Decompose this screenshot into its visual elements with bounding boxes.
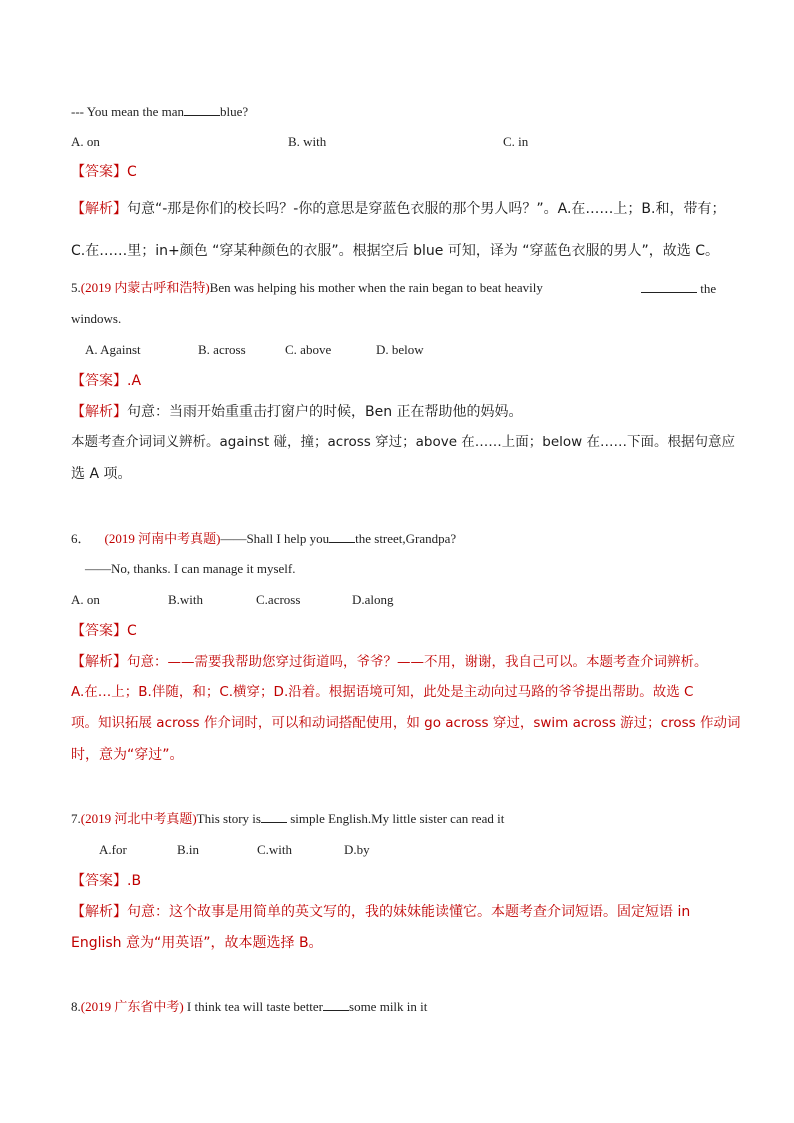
analysis-text: 句意：——需要我帮助您穿过街道吗，爷爷？——不用，谢谢，我自己可以。本题考查介词辨析。 [127,654,708,670]
q4-stem [71,104,248,118]
q6-stem [71,531,456,545]
q5-answer [71,374,141,388]
q8-stem [71,999,427,1013]
q7-analysis-line-1 [71,905,690,919]
q7-option-b: B.in [177,842,200,857]
q7-stem-pre: This story is [196,811,261,826]
q7-analysis-line-2: English 意为“用英语”，故本题选择 B。 [71,935,323,951]
q6-answer [71,624,137,638]
question-number: 6． [71,531,91,546]
q6-stem-pre: ——Shall I help you [220,531,330,546]
q6-option-d: D.along [352,592,394,607]
q5-analysis-line-3: 选 A 项。 [71,466,132,482]
answer-value: .A [127,373,142,389]
q6-option-a: A. on [71,592,100,607]
answer-blank [329,531,355,543]
q7-answer [71,874,141,888]
q4-stem-post: blue? [220,104,249,119]
question-number: 5. [71,280,81,295]
q5-stem-end [641,281,716,295]
question-number: 8. [71,999,81,1014]
q5-stem-end-text: the [700,281,717,296]
answer-blank [323,999,349,1011]
q7-option-a: A.for [99,842,127,857]
answer-blank [184,104,220,116]
q4-option-a: A. on [71,134,100,149]
question-source: (2019 广东省中考) [80,999,184,1014]
analysis-text: 句意“-那是你们的校长吗？-你的意思是穿蓝色衣服的那个男人吗？”。A.在……上；B.和，带有； [127,201,726,217]
q6-stem-post: the street,Grandpa? [355,531,457,546]
answer-blank [261,811,287,823]
q6-analysis-line-1 [71,655,708,670]
q5-option-b: B. across [198,342,246,357]
answer-value: .B [127,873,142,889]
q7-stem [71,811,504,825]
q7-stem-post: simple English.My little sister can read it [286,811,505,826]
q4-analysis-line-1 [71,202,725,216]
q6-option-c: C.across [256,592,301,607]
q5-stem-line-2: windows. [71,311,122,326]
q4-option-c: C. in [503,134,529,149]
q4-option-b: B. with [288,134,327,149]
q7-option-c: C.with [257,842,293,857]
answer-label: 【答案】 [71,164,127,180]
answer-label: 【答案】 [71,373,127,389]
question-source: (2019 河南中考真题) [104,531,221,546]
answer-label: 【答案】 [71,873,127,889]
question-source: (2019 河北中考真题) [80,811,197,826]
q4-stem-pre: --- You mean the man [71,104,185,119]
q4-answer [71,165,137,179]
analysis-label: 【解析】 [71,404,127,420]
question-source: (2019 内蒙古呼和浩特) [80,280,210,295]
analysis-label: 【解析】 [71,904,127,920]
q5-option-d: D. below [376,342,424,357]
analysis-label: 【解析】 [71,201,127,217]
analysis-text: 句意：这个故事是用简单的英文写的，我的妹妹能读懂它。本题考查介词短语。固定短语 in [127,904,691,920]
q6-analysis-line-4: 时，意为“穿过”。 [71,747,184,763]
answer-blank [641,281,697,293]
analysis-text: 句意：当雨开始重重击打窗户的时候，Ben 正在帮助他的妈妈。 [127,404,523,420]
q5-option-c: C. above [285,342,332,357]
q7-option-d: D.by [344,842,370,857]
q6-analysis-line-3: 项。知识拓展 across 作介词时，可以和动词搭配使用，如 go across 穿过，swim across 游过；cross 作动词 [71,715,741,731]
q5-option-a: A. Against [85,342,141,357]
q6-analysis-line-2: A.在…上；B.伴随，和；C.横穿；D.沿着。根据语境可知，此处是主动向过马路的爷爷提出帮助。故选 C [71,684,694,700]
q5-stem-text: Ben was helping his mother when the rain began to beat heavily [209,280,543,295]
q6-stem-line-2: ——No, thanks. I can manage it myself. [85,561,296,576]
q8-stem-pre: I think tea will taste better [183,999,324,1014]
question-number: 7. [71,811,81,826]
q8-stem-post: some milk in it [349,999,428,1014]
q6-option-b: B.with [168,592,204,607]
answer-value: C [127,623,137,639]
q5-analysis-line-2: 本题考查介词词义辨析。against 碰，撞；across 穿过；above 在……上面；below 在……下面。根据句意应 [71,434,736,450]
q4-analysis-line-2: C.在……里；in+颜色 “穿某种颜色的衣服”。根据空后 blue 可知，译为 “穿蓝色衣服的男人”，故选 C。 [71,243,720,259]
q5-stem [71,281,543,294]
q5-analysis-line-1 [71,405,523,419]
answer-label: 【答案】 [71,623,127,639]
answer-value: C [127,164,137,180]
analysis-label: 【解析】 [71,654,127,670]
